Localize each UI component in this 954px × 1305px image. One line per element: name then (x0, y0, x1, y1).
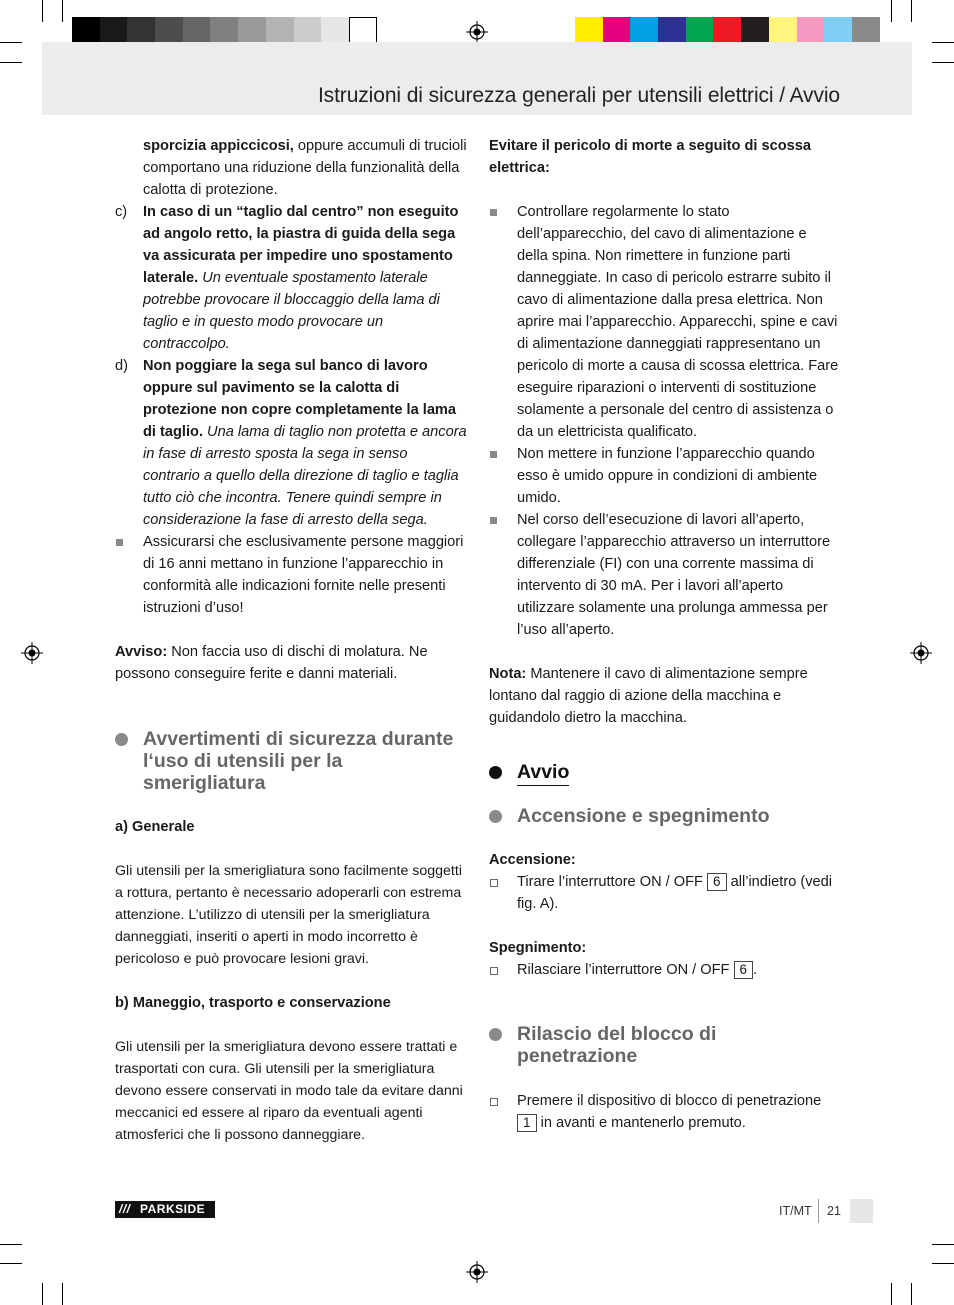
crop-mark (0, 62, 22, 63)
continued-paragraph: sporcizia appiccicosi, oppure accumuli di trucioli comportano una riduzione della funzionalità della calotta di protezione. (143, 138, 467, 198)
crop-mark (932, 1263, 954, 1264)
bullet-dot-icon (489, 766, 502, 779)
brand-logo: /// PARKSIDE (115, 1201, 215, 1218)
list-item-c: c) In caso di un “taglio dal centro” non eseguito ad angolo retto, la piastra di guida della sega va assicurata per impedire uno spostamento laterale. Un eventuale spostamento laterale potrebbe provocare il bloccaggio della lama di taglio e in questo modo provocare un contraccolpo. (115, 204, 459, 352)
crop-mark (0, 1244, 22, 1245)
crop-mark (42, 1283, 43, 1305)
crop-mark (932, 62, 954, 63)
square-bullet-icon (490, 209, 497, 216)
page-tab (850, 1199, 873, 1223)
right-column (489, 135, 841, 1134)
crop-mark (932, 1244, 954, 1245)
paragraph: Gli utensili per la smerigliatura sono facilmente soggetti a rottura, pertanto è necessario adoperarli con estrema attenzione. L’utilizzo di utensili per la smerigliatura danneggiati, inseriti o aperti in modo incorretto è pericoloso e può provocare lesioni gravi. (115, 863, 462, 967)
section-heading: Accensione e spegnimento (489, 805, 841, 827)
crop-mark (911, 0, 912, 22)
subsection-title: b) Maneggio, trasporto e conservazione (115, 995, 391, 1011)
list-item: Rilasciare l’interruttore ON / OFF 6 . (489, 959, 841, 981)
square-bullet-icon (490, 517, 497, 524)
subsection-title: Spegnimento: (489, 940, 587, 956)
language-code: IT/MT (779, 1204, 812, 1218)
subsection-title: Accensione: (489, 852, 576, 868)
section-heading-main: Avvio (489, 761, 841, 783)
registration-mark-icon (910, 642, 932, 664)
checkbox-bullet-icon (490, 879, 498, 887)
section-heading: Avvertimenti di sicurezza durante l‘uso di utensili per la smerigliatura (115, 728, 467, 794)
list-item: Premere il dispositivo di blocco di penetrazione 1 in avanti e mantenerlo premuto. (489, 1090, 841, 1134)
page-number: 21 (827, 1204, 841, 1218)
checkbox-bullet-icon (490, 967, 498, 975)
notice-paragraph: Avviso: Non faccia uso di dischi di molatura. Ne possono conseguire ferite e danni materiali. (115, 644, 428, 682)
left-column (115, 135, 467, 1146)
note-paragraph: Nota: Mantenere il cavo di alimentazione sempre lontano dal raggio di azione della macchina e guidandolo dietro la macchina. (489, 666, 808, 726)
registration-mark-icon (466, 21, 488, 43)
crop-mark (62, 1283, 63, 1305)
crop-mark (0, 42, 22, 43)
crop-mark (42, 0, 43, 22)
subsection-title: Evitare il pericolo di morte a seguito di scossa elettrica: (489, 138, 811, 176)
bullet-dot-icon (115, 733, 128, 746)
square-bullet-icon (116, 539, 123, 546)
reference-number: 6 (734, 961, 754, 979)
square-bullet-icon (490, 451, 497, 458)
reference-number: 6 (707, 873, 727, 891)
page-title: Istruzioni di sicurezza generali per utensili elettrici / Avvio (317, 84, 840, 107)
checkbox-bullet-icon (490, 1098, 498, 1106)
subsection-title: a) Generale (115, 819, 195, 835)
registration-mark-icon (21, 642, 43, 664)
list-item-d: d) Non poggiare la sega sul banco di lavoro oppure sul pavimento se la calotta di protezione non copre completamente la lama di taglio. Una lama di taglio non protetta e ancora in fase di arresto sposta la sega in senso contrario a quello della direzione di taglio e taglia tutto ciò che incontra. Tenere quindi sempre in considerazione la fase di arresto della sega. (115, 358, 467, 528)
list-item: Assicurarsi che esclusivamente persone maggiori di 16 anni mettano in funzione l’apparecchio in conformità alle indicazioni fornite nelle presenti istruzioni d’uso! (115, 531, 467, 619)
registration-mark-icon (466, 1261, 488, 1283)
crop-mark (891, 1283, 892, 1305)
crop-mark (891, 0, 892, 22)
crop-mark (932, 42, 954, 43)
section-heading: Rilascio del blocco di penetrazione (489, 1023, 777, 1067)
divider (818, 1199, 819, 1223)
crop-mark (62, 0, 63, 22)
list-item: Non mettere in funzione l’apparecchio quando esso è umido oppure in condizioni di ambiente umido. (489, 443, 841, 509)
list-item: Nel corso dell’esecuzione di lavori all’aperto, collegare l’apparecchio attraverso un interruttore differenziale (FI) con una corrente massima di intervento di 30 mA. Per i lavori all’aperto utilizzare solamente una prolunga ammessa per l’uso all’aperto. (489, 509, 841, 641)
crop-mark (911, 1283, 912, 1305)
list-item: Controllare regolarmente lo stato dell’apparecchio, del cavo di alimentazione e della spina. Non rimettere in funzione parti danneggiate. In caso di pericolo estrarre subito il cavo di alimentazione dalla presa elettrica. Non aprire mai l’apparecchio. Apparecchi, spine e cavi di alimentazione danneggiati rappresentano un pericolo di morte a causa di scossa elettrica. Fare eseguire riparazioni o interventi di sostituzione solamente a personale del centro di assistenza o da un elettricista qualificato. (489, 201, 841, 443)
list-item: Tirare l’interruttore ON / OFF 6 all’indietro (vedi fig. A). (489, 871, 841, 915)
paragraph: Gli utensili per la smerigliatura devono essere trattati e trasportati con cura. Gli utensili per la smerigliatura devono essere conservati in modo tale da evitare danni meccanici ed essere al riparo da eventuali agenti atmosferici che li possono danneggiare. (115, 1039, 463, 1143)
reference-number: 1 (517, 1114, 537, 1132)
crop-mark (0, 1263, 22, 1264)
bullet-dot-icon (489, 1028, 502, 1041)
bullet-dot-icon (489, 810, 502, 823)
